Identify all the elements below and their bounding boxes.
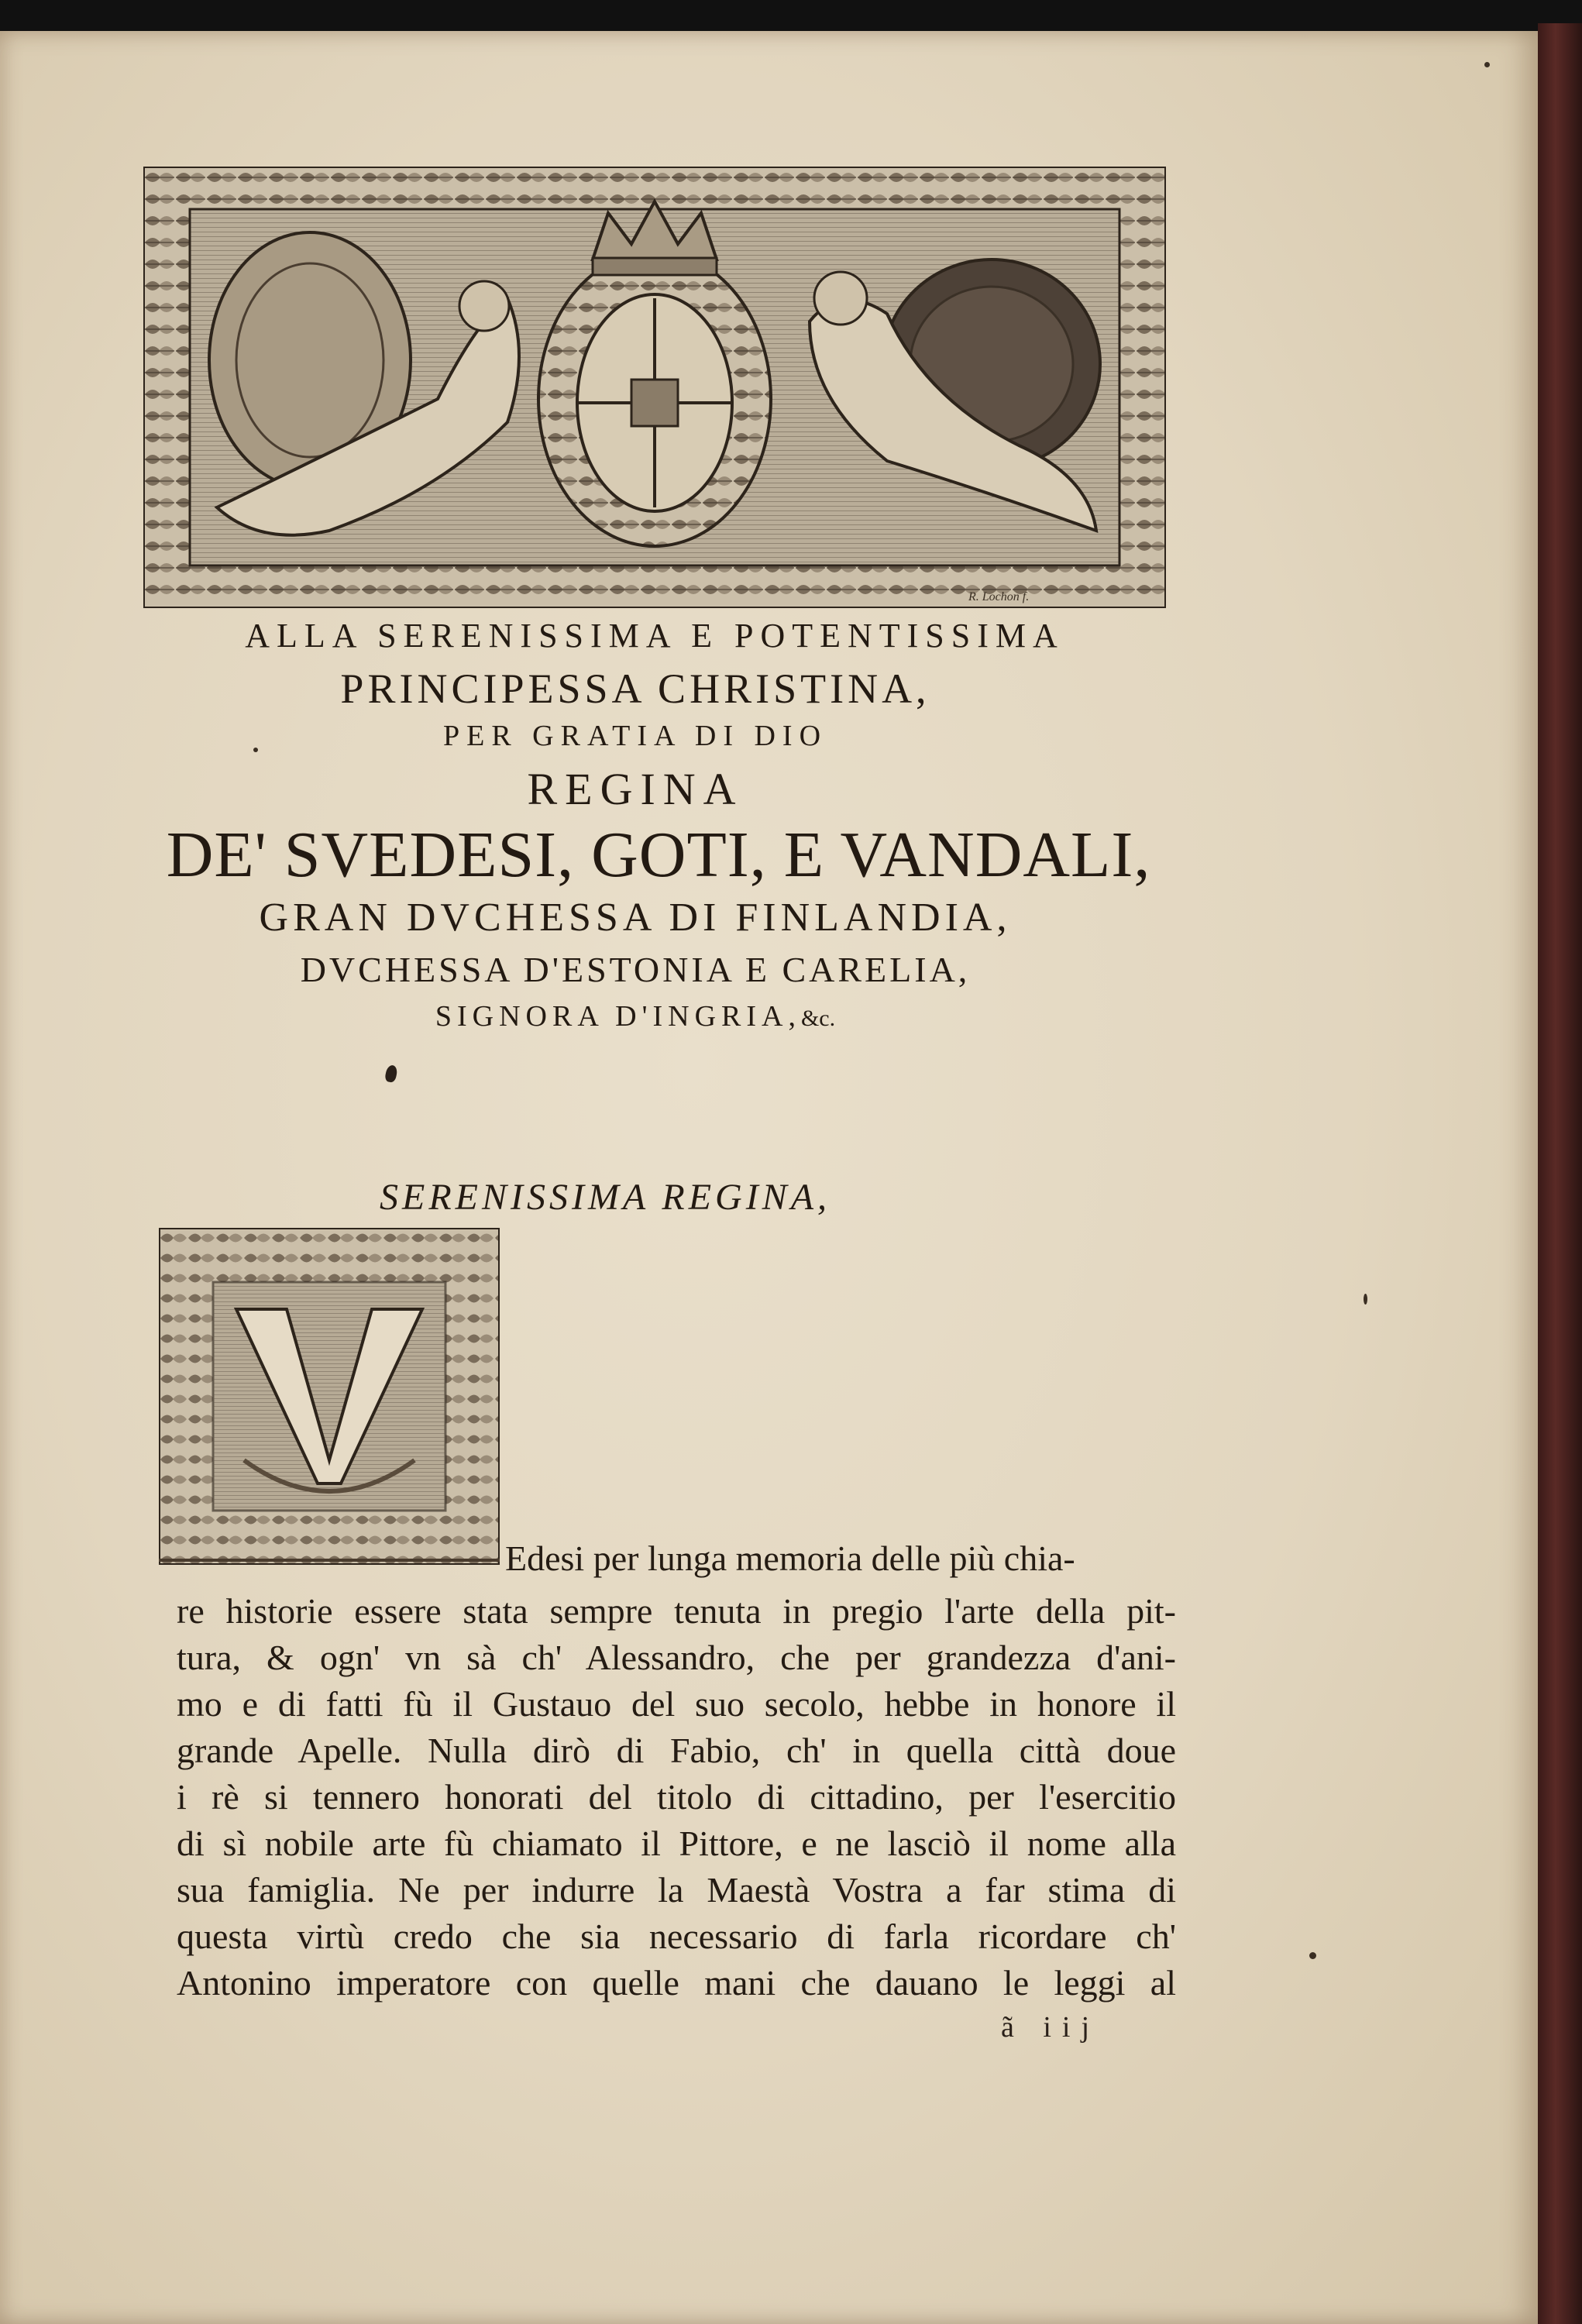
title-line-8 bbox=[0, 999, 1271, 1033]
body-line: re historie essere stata sempre tenuta in pregio l'arte della pit- bbox=[177, 1591, 1176, 1631]
body-line: sua famiglia. Ne per indurre la Maestà Vostra a far stima di bbox=[177, 1870, 1176, 1910]
body-line: questa virtù credo che sia necessario di farla ricordare ch' bbox=[177, 1917, 1176, 1956]
title-line-2: PRINCIPESSA CHRISTINA, bbox=[340, 665, 930, 712]
title-line-8-text: SIGNORA D'INGRIA, bbox=[435, 1000, 801, 1033]
engraver-signature: R. Lochon f. bbox=[968, 590, 1030, 603]
title-line-6: GRAN DVCHESSA DI FINLANDIA, bbox=[259, 896, 1012, 940]
decorated-initial bbox=[159, 1228, 500, 1565]
body-first-line: Edesi per lunga memoria delle più chia- bbox=[505, 1538, 1075, 1578]
title-line-1: ALLA SERENISSIMA E POTENTISSIMA bbox=[245, 617, 1064, 655]
initial-baseline-rule bbox=[159, 1559, 500, 1562]
body-line: Antonino imperatore con quelle mani che dauano le leggi al bbox=[177, 1963, 1176, 2003]
title-etc: &c. bbox=[800, 1006, 836, 1031]
title-line-4: REGINA bbox=[527, 764, 744, 814]
title-line-5: DE' SVEDESI, GOTI, E VANDALI, bbox=[166, 819, 1151, 891]
body-line: grande Apelle. Nulla dirò di Fabio, ch' in quella città doue bbox=[177, 1731, 1176, 1770]
body-line: mo e di fatti fù il Gustauo del suo secolo, hebbe in honore il bbox=[177, 1684, 1176, 1724]
initial-v-engraving bbox=[159, 1228, 500, 1565]
paper-speck bbox=[1484, 62, 1490, 67]
coat-of-arms-engraving bbox=[143, 167, 1166, 608]
book-spine-edge bbox=[1538, 23, 1582, 2324]
body-line: tura, & ogn' vn sà ch' Alessandro, che per grandezza d'ani- bbox=[177, 1638, 1176, 1677]
body-line: di sì nobile arte fù chiamato il Pittore, e ne lasciò il nome alla bbox=[177, 1824, 1176, 1863]
salutation: SERENISSIMA REGINA, bbox=[380, 1177, 831, 1218]
body-paragraph bbox=[177, 1588, 1176, 2006]
title-line-7: DVCHESSA D'ESTONIA E CARELIA, bbox=[300, 950, 971, 989]
engraved-headpiece bbox=[143, 167, 1166, 608]
paper-speck bbox=[253, 748, 258, 752]
paper-speck bbox=[1364, 1294, 1367, 1305]
paper-speck bbox=[1309, 1952, 1316, 1959]
title-line-3: PER GRATIA DI DIO bbox=[442, 720, 828, 752]
body-line: i rè si tennero honorati del titolo di cittadino, per l'esercitio bbox=[177, 1777, 1176, 1817]
signature-mark: ã iij bbox=[1001, 2011, 1101, 2044]
